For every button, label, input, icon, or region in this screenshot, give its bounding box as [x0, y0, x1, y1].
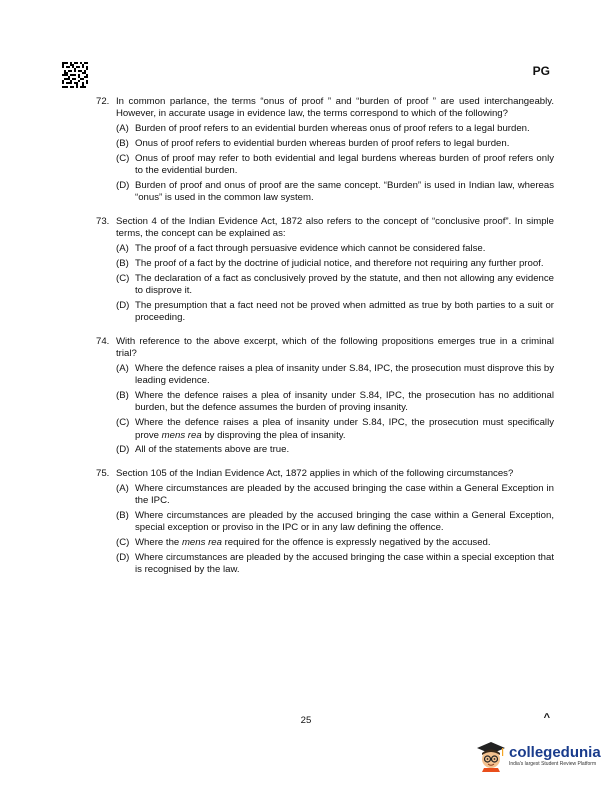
question-stem: Section 105 of the Indian Evidence Act, 1872 applies in which of the following circumstances? — [116, 467, 514, 479]
option-c: (C) Where the mens rea required for the offence is expressly negatived by the accused. — [116, 537, 491, 549]
question-number: 74. — [96, 335, 110, 347]
option-d: (D) Burden of proof and onus of proof are the same concept. “Burden” is used in Indian law, whereas “onus” is used in the common law system. — [116, 180, 554, 204]
option-a: (A) The proof of a fact through persuasive evidence which cannot be considered false. — [116, 243, 486, 255]
option-b: (B) Onus of proof refers to evidential burden whereas burden of proof refers to legal burden. — [116, 138, 510, 149]
question-stem: With reference to the above excerpt, which of the following propositions emerges true in a criminal trial? — [116, 335, 554, 360]
question-72 — [96, 96, 554, 205]
qr-code-icon — [62, 62, 88, 88]
option-a: (A) Where circumstances are pleaded by the accused bringing the case within a General Exception in the IPC. — [116, 482, 554, 507]
option-b: (B) Where circumstances are pleaded by the accused bringing the case within a General Exception, special exception or proviso in the IPC or in any law defining the offence. — [116, 509, 554, 534]
option-a: (A) Burden of proof refers to an evidential burden whereas onus of proof refers to a legal burden. — [116, 123, 530, 135]
caret-up-icon: ^ — [543, 712, 550, 724]
question-stem: In common parlance, the terms “onus of proof ” and “burden of proof ” are used interchangeably. However, in accurate usage in evidence law, the terms correspond to which of the following? — [116, 96, 554, 120]
question-75 — [96, 468, 554, 577]
question-list — [96, 96, 554, 588]
question-74 — [96, 336, 554, 457]
brand-tagline: India's largest Student Review Platform — [509, 760, 597, 767]
option-b: (B) The proof of a fact by the doctrine of judicial notice, and therefore not requiring any further proof. — [116, 257, 544, 269]
page-number: 25 — [300, 715, 312, 726]
paper-code-label: PG — [532, 64, 550, 78]
graduate-mascot-icon — [476, 740, 506, 772]
option-d: (D) Where circumstances are pleaded by the accused bringing the case within a special exception that is recognised by the law. — [116, 551, 554, 576]
option-d: (D) The presumption that a fact need not be proved when admitted as true by both parties to a suit or proceeding. — [116, 299, 554, 324]
question-stem: Section 4 of the Indian Evidence Act, 1872 also refers to the concept of “conclusive proof”. In simple terms, the concept can be explained as: — [116, 215, 554, 240]
option-c: (C) Where the defence raises a plea of insanity under S.84, IPC, the prosecution must specifically prove mens rea by disproving the plea of insanity. — [116, 417, 554, 441]
question-73 — [96, 216, 554, 325]
option-d: (D) All of the statements above are true. — [116, 444, 290, 456]
brand-name: collegedunia — [509, 743, 601, 761]
question-number: 75. — [96, 467, 110, 479]
option-a: (A) Where the defence raises a plea of insanity under S.84, IPC, the prosecution must disprove this by leading evidence. — [116, 362, 554, 387]
question-number: 73. — [96, 215, 110, 227]
question-number: 72. — [96, 96, 110, 107]
collegedunia-logo — [476, 740, 601, 772]
option-b: (B) Where the defence raises a plea of insanity under S.84, IPC, the prosecution has no additional burden, but the defence assumes the burden of proving insanity. — [116, 390, 554, 414]
option-c: (C) Onus of proof may refer to both evidential and legal burdens whereas burden of proof refers only to the evidential burden. — [116, 152, 554, 177]
option-c: (C) The declaration of a fact as conclusively proved by the statute, and then not allowing any evidence to disprove it. — [116, 272, 554, 297]
